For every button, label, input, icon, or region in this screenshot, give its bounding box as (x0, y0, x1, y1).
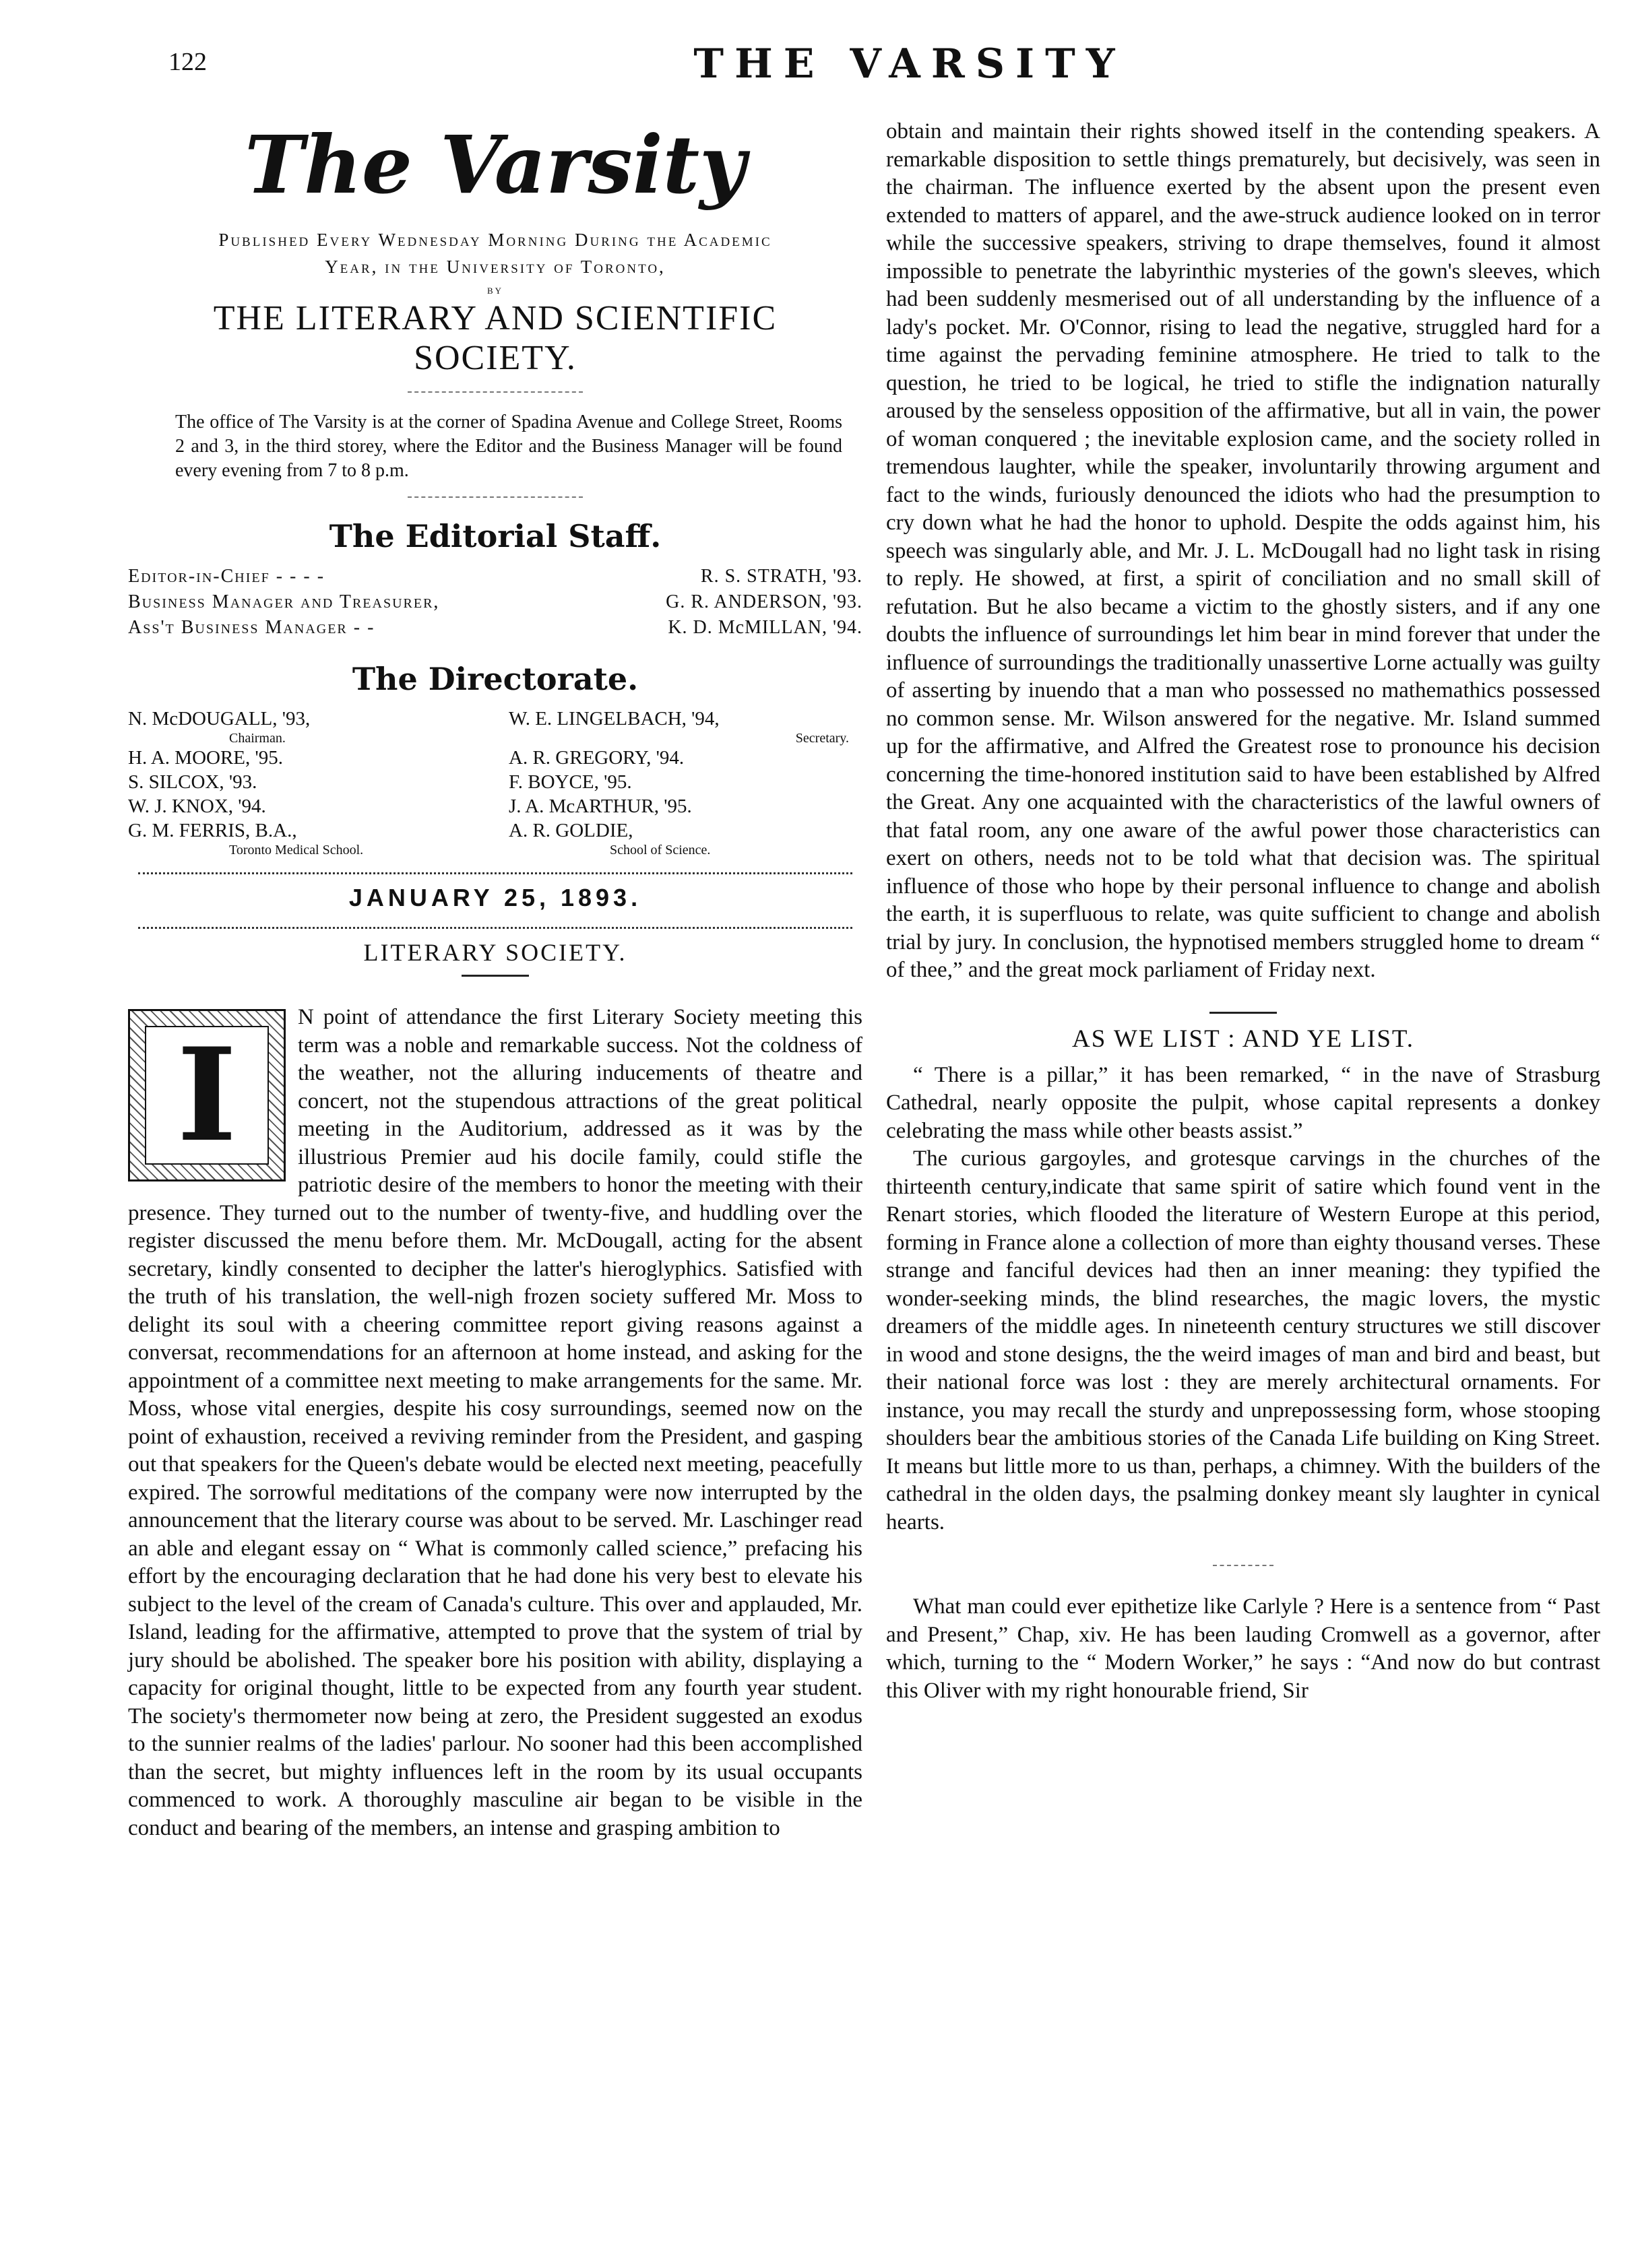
director-entry (509, 818, 862, 857)
director-name: H. A. MOORE, '95. (128, 747, 283, 769)
left-column (128, 118, 862, 1842)
staff-row (128, 589, 862, 615)
director-name: J. A. McARTHUR, '95. (509, 796, 692, 817)
initial-letter: I (177, 1020, 237, 1170)
article-paragraph: N point of attendance the first Literary Society meeting this term was a noble and remarkable success. Not the coldness of the weather, not the alluring inducements of theatre and concert, not the stupendous attractions of the great political meeting in the Auditorium, addressed as it was by the illustrious Premier aud his docile family, could stifle the patriotic desire of the members to honor the meeting with their presence. They turned out to the number of twenty-five, and huddling over the register discussed the menu before them. Mr. McDougall, acting for the absent secretary, kindly consented to decipher the latter's hieroglyphics. Satisfied with the truth of his translation, the well-nigh frozen society suffered Mr. Moss to delight its soul with a cheering committee report giving reasons against a conversat, recommendations for an afternoon at home instead, and asking for the appointment of a committee next meeting to make arrangements for the same. Mr. Moss, whose vital energies, despite his cosy surroundings, seemed now on the point of exhaustion, received a reviving reminder from the President, and gasping out that speakers for the Queen's debate would be elected next meeting, peacefully expired. The sorrowful meditations of the company were now interrupted by the announcement that the literary course was about to be served. Mr. Laschinger read an able and elegant essay on “ What is commonly called science,” prefacing his effort by the encouraging declaration that he had done his very best to elevate his subject to the level of the cream of Canada's culture. This over and applauded, Mr. Island, leading for the affirmative, attempted to prove that the system of trial by jury should be abolished. The speaker bore his position with ability, displaying a capacity for original thought, little to be expected from any fourth year student. The society's thermometer now being at zero, the President suggested an exodus to the sunnier realms of the ladies' parlour. No sooner had this been accomplished than the secret, but mighty influences left in the room by its usual occupants commenced to work. A thoroughly masculine air began to be visible in the conduct and bearing of the members, an intense and grasping ambition to (128, 1005, 862, 1840)
article-title: AS WE LIST : AND YE LIST. (1071, 1025, 1415, 1053)
directorate-list (128, 707, 862, 857)
divider (408, 391, 583, 393)
masthead-title: The Varsity (245, 118, 746, 212)
director-entry (128, 818, 482, 857)
director-name: W. J. KNOX, '94. (128, 796, 266, 817)
director-name: S. SILCOX, '93. (128, 771, 257, 793)
director-entry (128, 794, 482, 818)
director-name: W. E. LINGELBACH, '94, (509, 708, 720, 730)
right-column (886, 118, 1600, 1705)
director-entry (509, 794, 862, 818)
director-name: F. BOYCE, '95. (509, 771, 632, 793)
as-we-list-article (886, 1062, 1600, 1537)
divider (138, 927, 852, 929)
staff-role: Ass't Business Manager - - (128, 617, 375, 638)
office-note: The office of The Varsity is at the corner of Spadina Avenue and College Street, Rooms 2 and 3, in the third storey, where the Editor and the Business Manager will be found every evening from 7 to 8 p.m. (175, 412, 842, 481)
article-paragraph: obtain and maintain their rights showed itself in the contending speakers. A remarkable disposition to settle things prematurely, but decisively, was seen in the chairman. The influence exerted by the absent upon the present even extended to matters of apparel, and the awe-struck audience looked on in terror while the successive speakers, striving to drape themselves, found it almost impossible to penetrate the labyrinthic mysteries of the gown's sleeves, which had been suddenly mesmerised out of all understanding by the influence of a lady's pocket. Mr. O'Connor, rising to lead the negative, struggled hard for a time against the pervading feminine atmosphere. He tried to talk to the question, he tried to be logical, he tried to stifle the indignation naturally aroused by the senseless opposition of the affirmative, but all in vain, the power of woman conquered ; the inevitable explosion came, and the society rolled in tremendous laughter, while the speaker, involuntarily throwing argument and fact to the winds, furiously denounced the idiots who had the presumption to cry down what he had the honor to uphold. Despite the odds against him, his speech was singularly able, and Mr. J. L. McDougall had no light task in rising to reply. He showed, at first, a spirit of conciliation and no small skill of refutation. But he also became a victim to the ghostly sisters, and if any one doubts the influence of surroundings let him bear in mind forever that under the influence of surroundings the traditionally unassertive Lorne actually was guilty of asserting by inuendo that a man who possessed no mathemathics possessed no common sense. Mr. Wilson answered for the negative. Mr. Island summed up for the affirmative, and Alfred the Greatest rose to pronounce his decision concerning the time-honored institution said to have been established by Alfred the Great. Any one acquainted with the characteristics of the lawful owners of that fatal room, any one aware of the awful power those characteristics can exert on others, needs not to be told what that decision was. The spiritual influence of those who hope by their personal influence to change and abolish the earth, it is superfluous to relate, was quite sufficient to change and abolish trial by jury. In conclusion, the hypnotised members struggled home to dream “ of thee,” and the great mock parliament of Friday next. (886, 119, 1600, 982)
carlyle-article (886, 1593, 1600, 1705)
editorial-staff-list (128, 564, 862, 641)
director-name: A. R. GOLDIE, (509, 820, 633, 841)
article-paragraph: The curious gargoyles, and grotesque carvings in the churches of the thirteenth century,indicate that same spirit of satire which found vent in the Renart stories, which flooded the literature of Western Europe at this period, forming in France alone a collection of more than eighty thousand verses. These strange and fanciful devices had then an inner meaning: they typified the wonder-seeking minds, the blind researches, the magic lovers, the mystic dreamers of the middle ages. In nineteenth century structures we still discover in wood and stone designs, the the weird images of man and bird and beast, but their national force was lost : they are merely architectural ornaments. For instance, you may recall the sturdy and unprepossessing form, whose stooping shoulders bear the ambitious stories of the Canada Life building on King Street. It means but little more to us than, perhaps, a chimney. With the builders of the cathedral in the olden days, the psalming donkey meant sly laughter in cynical hearts. (886, 1146, 1600, 1534)
article-paragraph: “ There is a pillar,” it has been remarked, “ in the nave of Strasburg Cathedral, nearly opposite the pulpit, whose capital represents a donkey celebrating the mass while other beasts assist.” (886, 1062, 1600, 1143)
decorative-initial (128, 1009, 286, 1181)
page-number: 122 (168, 48, 207, 76)
director-entry (509, 707, 862, 746)
director-entry (509, 746, 862, 770)
article-title: LITERARY SOCIETY. (363, 939, 627, 966)
running-head: THE VARSITY (693, 40, 1126, 88)
society-name: THE LITERARY AND SCIENTIFIC SOCIETY. (213, 299, 778, 377)
literary-society-article (128, 1004, 862, 1842)
article-paragraph: What man could ever epithetize like Carlyle ? Here is a sentence from “ Past and Present,” Chap, xiv. He has been lauding Cromwell as a governor, after which, turning to the “ Modern Worker,” he says : “And now do but contrast this Oliver with my right honourable friend, Sir (886, 1594, 1600, 1703)
literary-society-continued (886, 118, 1600, 985)
published-line-2: Year, in the University of Toronto, (325, 257, 666, 277)
director-note: Chairman. (229, 731, 286, 746)
divider (138, 872, 852, 874)
published-by: by (486, 283, 504, 296)
director-entry (509, 770, 862, 794)
director-entry (128, 770, 482, 794)
director-note: Secretary. (795, 731, 849, 746)
director-name: N. McDOUGALL, '93, (128, 708, 311, 730)
editorial-staff-heading: The Editorial Staff. (329, 518, 662, 554)
staff-name: R. S. STRATH, '93. (700, 566, 862, 587)
director-name: G. M. FERRIS, B.A., (128, 820, 297, 841)
director-entry (128, 746, 482, 770)
director-note: Toronto Medical School. (229, 843, 364, 857)
issue-date: JANUARY 25, 1893. (348, 884, 642, 911)
staff-name: G. R. ANDERSON, '93. (666, 591, 862, 612)
divider (462, 975, 529, 977)
director-entry (128, 707, 482, 746)
director-note: School of Science. (610, 843, 711, 857)
divider (1213, 1565, 1273, 1566)
divider (408, 496, 583, 498)
staff-role: Editor-in-Chief - - - - (128, 566, 325, 587)
staff-row (128, 615, 862, 641)
staff-row (128, 564, 862, 589)
staff-name: K. D. McMILLAN, '94. (668, 617, 862, 638)
staff-role: Business Manager and Treasurer, (128, 591, 440, 612)
divider (1209, 1012, 1277, 1014)
director-name: A. R. GREGORY, '94. (509, 747, 685, 769)
directorate-heading: The Directorate. (352, 661, 639, 697)
published-line-1: Published Every Wednesday Morning During the Academic (218, 230, 772, 250)
